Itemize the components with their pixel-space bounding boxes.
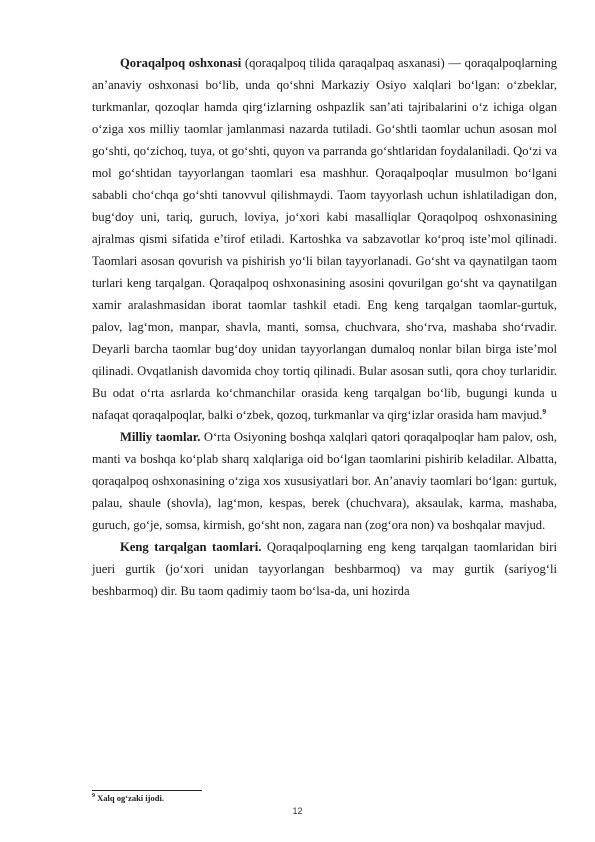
footnote xyxy=(92,793,164,804)
paragraph-national-dishes xyxy=(92,426,557,536)
footnote-divider xyxy=(92,790,202,791)
paragraph-heading: Milliy taomlar. xyxy=(120,430,201,444)
footnote-text: Xalq og‘zaki ijodi. xyxy=(97,793,164,803)
footnote-reference[interactable]: 9 xyxy=(542,406,547,416)
paragraph-common-dishes xyxy=(92,536,557,602)
paragraph-body: Qoraqalpoqlarning eng keng tarqalgan taomlaridan biri jueri gurtik (jo‘xori unidan tayyorlangan beshbarmoq) va may gurtik (sariyog‘li beshbarmoq) dir. Bu taom qadimiy taom bo‘lsa-da, uni hozirda xyxy=(92,540,557,598)
paragraph-heading: Qoraqalpoq oshxonasi xyxy=(120,56,242,70)
paragraph-heading: Keng tarqalgan taomlari. xyxy=(120,540,262,554)
paragraph-cuisine-intro xyxy=(92,52,557,426)
footnote-number: 9 xyxy=(92,793,95,800)
body-text xyxy=(92,52,557,602)
paragraph-body: O‘rta Osiyoning boshqa xalqlari qatori qoraqalpoqlar ham palov, osh, manti va boshqa ko‘plab sharq xalqlariga oid bo‘lgan taomlarini pishirib keladilar. Albatta, qoraqalpoq oshxonasining o‘ziga xos xususiyatlari bor. An’anaviy taomlari bo‘lgan: gurtuk, palau, shaule (shovla), lag‘mon, kespas, berek (chuchvara), aksaulak, karma, mashaba, guruch, go‘je, somsa, kirmish, go‘sht non, zagara nan (zog‘ora non) va boshqalar mavjud. xyxy=(92,430,557,532)
page-number: 12 xyxy=(292,806,303,816)
paragraph-body: (qoraqalpoq tilida qaraqalpaq asxanasi) — qoraqalpoqlarning an’anaviy oshxonasi bo‘lib, unda qo‘shni Markaziy Osiyo xalqlari bo‘lgan: o‘zbeklar, turkmanlar, qozoqlar hamda qirg‘izlarning oshpazlik san’ati tajribalarini o‘z ichiga olgan o‘ziga xos milliy taomlar jamlanmasi nazarda tutiladi. Go‘shtli taomlar uchun asosan mol go‘shti, qo‘zichoq, tuya, ot go‘shti, quyon va parranda go‘shtlaridan foydalaniladi. Qo‘zi va mol go‘shtidan tayyorlangan taomlari esa mashhur. Qoraqalpoqlar musulmon bo‘lgani sababli cho‘chqa go‘shti tanovvul qilishmaydi. Taom tayyorlash uchun ishlatiladigan don, bug‘doy uni, tariq, guruch, loviya, jo‘xori kabi masalliqlar Qoraqolpoq oshxonasining ajralmas qismi sifatida e’tirof etiladi. Kartoshka va sabzavotlar ko‘proq iste’mol qilinadi. Taomlari asosan qovurish va pishirish yo‘li bilan tayyorlanadi. Go‘sht va qaynatilgan taom turlari keng tarqalgan. Qoraqalpoq oshxonasining asosini qovurilgan go‘sht va qaynatilgan xamir aralashmasidan iborat taomlar tashkil etadi. Eng keng tarqalgan taomlar-gurtuk, palov, lag‘mon, manpar, shavla, manti, somsa, chuchvara, sho‘rva, mashaba sho‘rvadir. Deyarli barcha taomlar bug‘doy unidan tayyorlangan dumaloq nonlar bilan birga iste’mol qilinadi. Ovqatlanish davomida choy tortiq qilinadi. Bular asosan sutli, qora choy turlaridir. Bu odat o‘rta asrlarda ko‘chmanchilar orasida keng tarqalgan bo‘lib, bugungi kunda u nafaqat qoraqalpoqlar, balki o‘zbek, qozoq, turkmanlar va qirg‘izlar orasida ham mavjud. xyxy=(92,56,557,422)
